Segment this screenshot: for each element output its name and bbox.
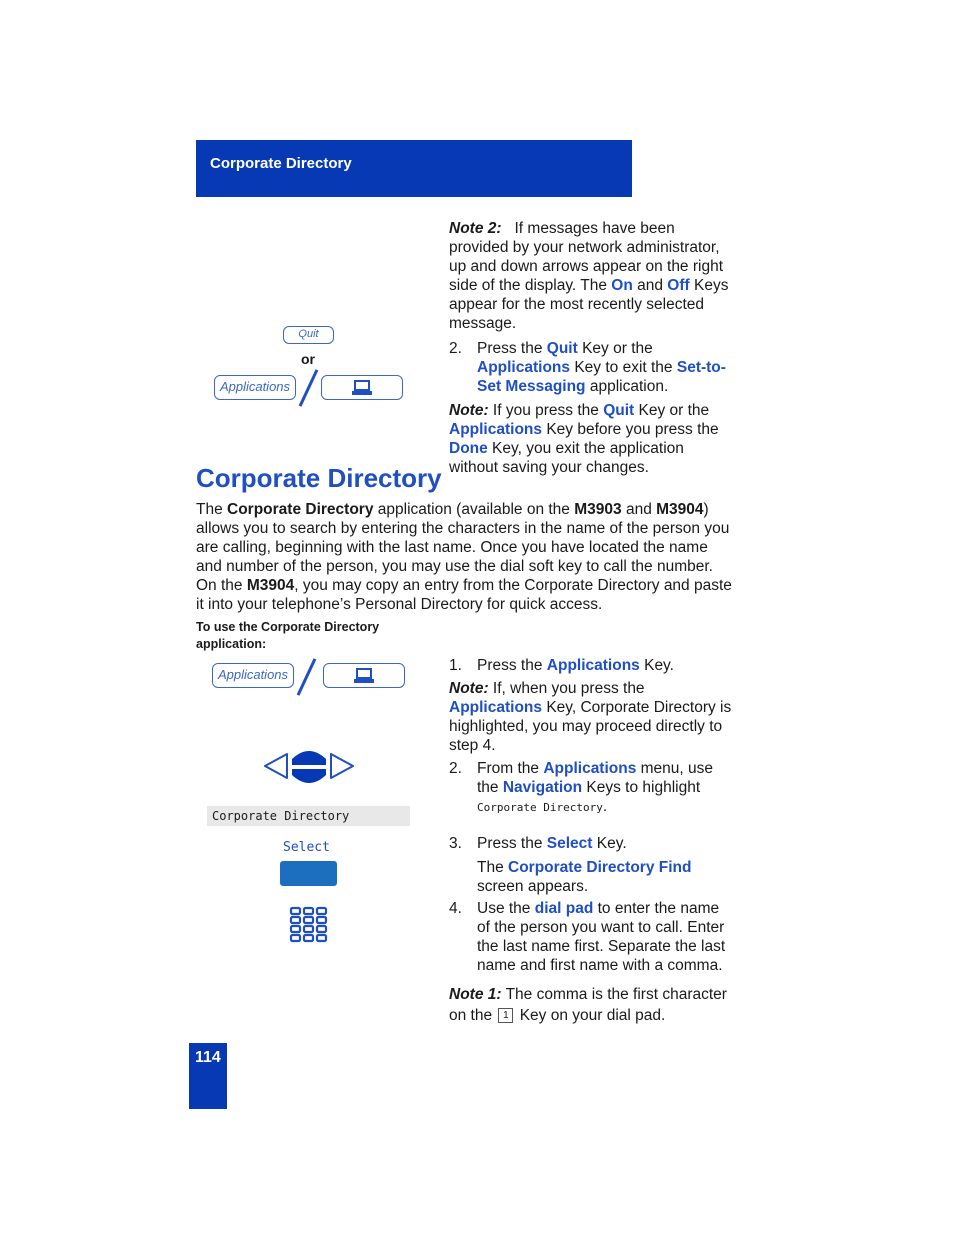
page-number: 114 — [195, 1049, 221, 1066]
step-note: Note: If, when you press the Applications Key, Corporate Directory is highlighted, you may proceed directly to step 4. — [449, 680, 732, 754]
key-1-icon: 1 — [498, 1008, 513, 1023]
step-2: 2. From the Applications menu, use the Navigation Keys to highlight Corporate Directory. — [449, 760, 714, 815]
dial-pad-icon — [289, 906, 329, 944]
display-text: Corporate Directory — [212, 809, 350, 823]
top-text-block — [449, 219, 734, 477]
steps-block-a — [449, 656, 734, 817]
step-1: 1. Press the Applications Key. — [449, 657, 674, 674]
steps-block-b — [449, 834, 734, 1026]
applications-soft-key-icon-2: Applications — [212, 663, 294, 688]
step-3-result: The Corporate Directory Find screen appears. — [477, 859, 692, 895]
note1-paragraph: Note 1: The comma is the first character on the 1 Key on your dial pad. — [449, 986, 727, 1024]
applications-hard-key-icon-2 — [323, 663, 405, 688]
note-paragraph: Note: If you press the Quit Key or the Applications Key before you press the Done Key, you exit the application without saving your changes. — [449, 402, 719, 476]
step-2-exit: 2. Press the Quit Key or the Applications Key to exit the Set-to-Set Messaging application. — [449, 340, 726, 395]
header-title: Corporate Directory — [210, 155, 352, 172]
select-soft-key-icon — [280, 861, 337, 886]
section-title: Corporate Directory — [196, 463, 442, 493]
slash-divider-2 — [297, 658, 317, 696]
note2-paragraph: Note 2: If messages have been provided by your network administrator, up and down arrows appear on the right side of the display. The On and Off Keys appear for the most recently selected message. — [449, 220, 729, 332]
step-3: 3. Press the Select Key. — [449, 835, 627, 852]
intro-paragraph: The Corporate Directory application (available on the M3903 and M3904) allows you to search by entering the characters in the name of the person you are calling, beginning with the last name. Once you have located the name and number of the person, you may use the dial soft key to call the number. On the M3904, you may copy an entry from the Corporate Directory and paste it into your telephone’s Personal Directory for quick access. — [196, 501, 732, 613]
navigation-keys-icon — [262, 745, 356, 789]
computer-icon-2 — [324, 664, 404, 686]
computer-icon — [322, 376, 402, 398]
step-4: 4. Use the dial pad to enter the name of the person you want to call. Enter the last name first. Separate the last name and first name with a comma. — [449, 900, 726, 974]
applications-soft-key-icon: Applications — [214, 375, 296, 400]
or-label: or — [301, 351, 315, 367]
slash-divider — [299, 369, 319, 407]
applications-hard-key-icon — [321, 375, 403, 400]
procedure-subheading: To use the Corporate Directory application: — [196, 620, 380, 651]
select-label: Select — [283, 840, 330, 855]
quit-soft-key-icon: Quit — [283, 326, 334, 344]
